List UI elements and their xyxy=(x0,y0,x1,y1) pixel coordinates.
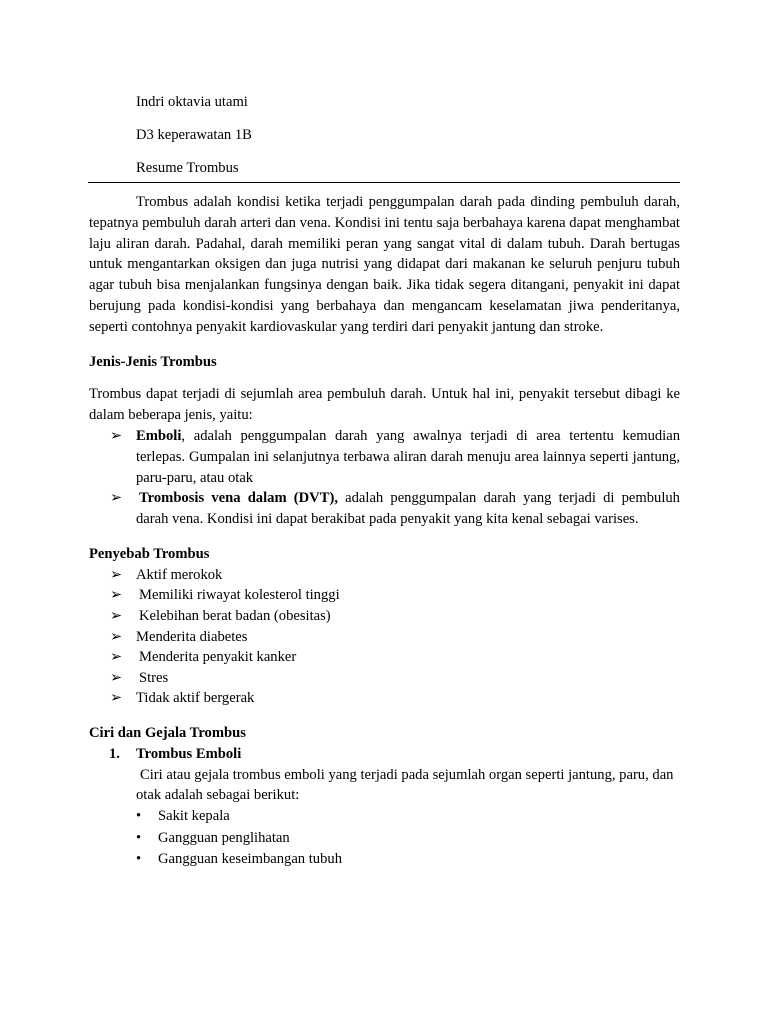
jenis-list xyxy=(89,426,680,530)
dot-bullet-icon: • xyxy=(136,829,142,846)
list-item-text: Menderita diabetes xyxy=(136,628,248,645)
arrow-bullet-icon: ➢ xyxy=(110,490,123,507)
list-item-text: Memiliki riwayat kolesterol tinggi xyxy=(139,587,340,604)
list-item-text: Gangguan penglihatan xyxy=(158,829,290,846)
list-item xyxy=(89,426,680,488)
list-item xyxy=(89,744,680,871)
list-item xyxy=(89,565,680,586)
jenis-paragraph: Trombus dapat terjadi di sejumlah area pembuluh darah. Untuk hal ini, penyakit tersebut dibagi ke dalam beberapa jenis, yaitu: xyxy=(89,386,680,424)
list-item-text: Gangguan keseimbangan tubuh xyxy=(158,850,342,867)
list-item xyxy=(89,606,680,627)
class-name: D3 keperawatan 1B xyxy=(136,127,252,143)
list-item xyxy=(136,849,680,870)
penyebab-list xyxy=(89,565,680,709)
arrow-bullet-icon: ➢ xyxy=(110,427,123,444)
list-item-term: Trombosis vena dalam (DVT), xyxy=(139,490,338,507)
dot-bullet-icon: • xyxy=(136,808,142,825)
arrow-bullet-icon: ➢ xyxy=(110,566,123,583)
list-item xyxy=(89,488,680,530)
list-item-text: Aktif merokok xyxy=(136,566,223,583)
gejala-paragraph: Ciri atau gejala trombus emboli yang terjadi pada sejumlah organ seperti jantung, paru, dan otak adalah sebagai berikut: xyxy=(136,766,674,804)
arrow-bullet-icon: ➢ xyxy=(110,669,123,686)
arrow-bullet-icon: ➢ xyxy=(110,607,123,624)
list-item xyxy=(89,647,680,668)
list-item-desc: , adalah penggumpalan darah yang awalnya terjadi di area tertentu kemudian terlepas. Gumpalan ini selanjutnya terbawa aliran darah menuju area lainnya seperti jantung, paru-paru, atau otak xyxy=(136,427,680,486)
section-heading-jenis: Jenis-Jenis Trombus xyxy=(89,353,217,370)
arrow-bullet-icon: ➢ xyxy=(110,628,123,645)
list-item xyxy=(136,806,680,827)
document-title: Resume Trombus xyxy=(136,160,239,176)
list-item xyxy=(89,627,680,648)
arrow-bullet-icon: ➢ xyxy=(110,649,123,666)
intro-paragraph: Trombus adalah kondisi ketika terjadi penggumpalan darah pada dinding pembuluh darah, tepatnya pembuluh darah arteri dan vena. Kondisi ini tentu saja berbahaya karena dapat menghambat laju aliran darah. Padahal, darah memiliki peran yang sangat vital di dalam tubuh. Darah bertugas untuk mengantarkan oksigen dan juga nutrisi yang didapat dari makanan ke seluruh penjuru tubuh agar tubuh bisa menjalankan fungsinya dengan baik. Jika tidak segera ditangani, penyakit ini dapat berujung pada kondisi-kondisi yang berbahaya dan mengancam keselamatan jiwa penderitanya, seperti contohnya penyakit kardiovaskular yang terdiri dari penyakit jantung dan stroke. xyxy=(89,194,680,335)
list-item-text: Sakit kepala xyxy=(158,808,230,825)
list-item xyxy=(89,668,680,689)
list-item-number: 1. xyxy=(109,745,120,762)
dot-bullet-icon: • xyxy=(136,850,142,867)
list-item-text: Kelebihan berat badan (obesitas) xyxy=(139,607,331,624)
header-rule xyxy=(88,182,680,183)
list-item-desc: adalah penggumpalan darah yang terjadi di pembuluh darah vena. Kondisi ini dapat berakibat pada penyakit yang kita kenal sebagai varises. xyxy=(136,490,680,528)
list-item xyxy=(89,585,680,606)
author-name: Indri oktavia utami xyxy=(136,94,248,110)
arrow-bullet-icon: ➢ xyxy=(110,587,123,604)
list-item-text: Tidak aktif bergerak xyxy=(136,690,255,707)
gejala-list xyxy=(89,744,680,871)
list-item xyxy=(136,828,680,849)
document-body xyxy=(89,192,680,870)
arrow-bullet-icon: ➢ xyxy=(110,690,123,707)
section-heading-penyebab: Penyebab Trombus xyxy=(89,545,210,562)
gejala-bullets xyxy=(136,806,680,870)
subheading-trombus-emboli: Trombus Emboli xyxy=(136,745,242,762)
section-heading-gejala: Ciri dan Gejala Trombus xyxy=(89,724,246,741)
list-item-text: Stres xyxy=(139,669,169,686)
list-item-term: Emboli xyxy=(136,427,182,444)
list-item-text: Menderita penyakit kanker xyxy=(139,649,297,666)
list-item xyxy=(89,688,680,709)
